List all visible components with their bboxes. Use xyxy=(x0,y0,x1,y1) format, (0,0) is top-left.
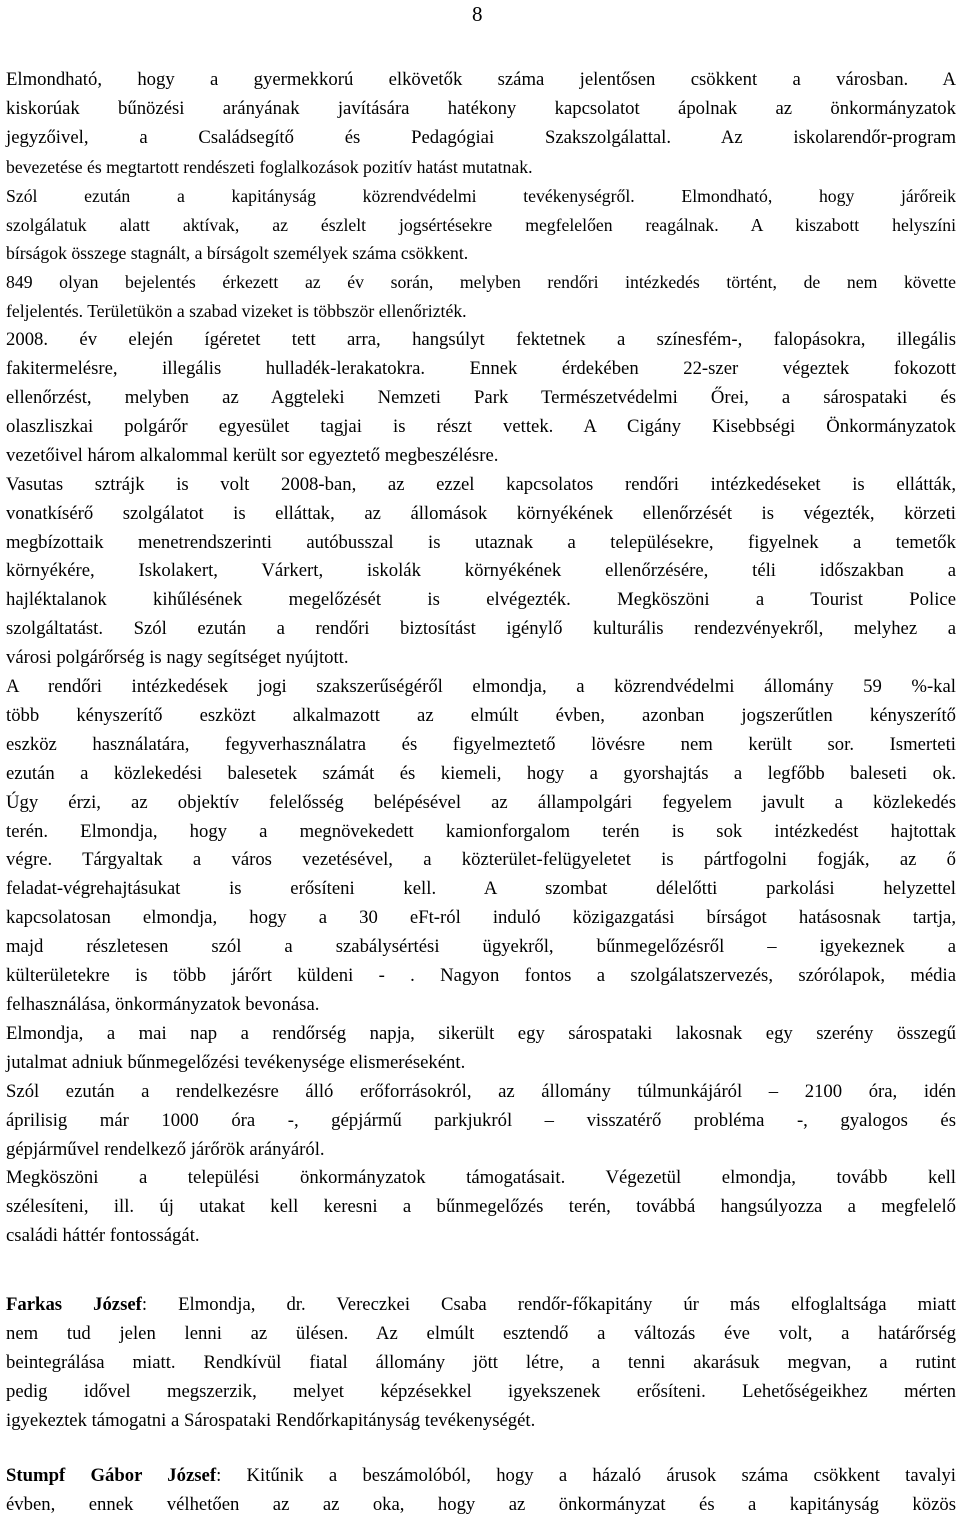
paragraph-line: feladat-végrehajtásukat is erősíteni kell. A szombat délelőtti parkolási helyzettel xyxy=(6,878,956,900)
page-number: 8 xyxy=(472,2,483,26)
paragraph-line: 2008. év elején ígéretet tett arra, hangsúlyt fektetnek a színesfém-, falopásokra, illegális xyxy=(6,329,956,351)
paragraph-line: kapcsolatosan elmondja, hogy a 30 eFt-ról induló közigazgatási bírságot hatásosnak tartja, xyxy=(6,907,956,929)
paragraph-line: olaszliszkai polgárőr egyesület tagjai is részt vettek. A Cigány Kisebbségi Önkormányzatok xyxy=(6,415,956,437)
paragraph-line: városi polgárőrség is nagy segítséget nyújtott. xyxy=(6,647,349,669)
paragraph-line: áprilisig már 1000 óra -, gépjármű parkjukról – visszatérő probléma -, gyalogos és xyxy=(6,1109,956,1131)
paragraph-line: Vasutas sztrájk is volt 2008-ban, az ezzel kapcsolatos rendőri intézkedéseket is ellátták, xyxy=(6,473,956,495)
paragraph-line: A rendőri intézkedések jogi szakszerűségéről elmondja, a közrendvédelmi állomány 59 %-kal xyxy=(6,676,956,698)
paragraph-line: terén. Elmondja, hogy a megnövekedett kamionforgalom terén is sok intézkedést hajtottak xyxy=(6,820,956,842)
paragraph-line: Elmondja, a mai nap a rendőrség napja, sikerült egy sárospataki lakosnak egy szerény összegű xyxy=(6,1022,956,1044)
paragraph-line: nem tud jelen lenni az ülésen. Az elmúlt esztendő a változás éve volt, a határőrség xyxy=(6,1322,956,1344)
paragraph-line: környékére, Iskolakert, Várkert, iskolák környékének ellenőrzésére, téli időszakban a xyxy=(6,560,956,582)
paragraph-line: fakitermelésre, illegális hulladék-lerakatokra. Ennek érdekében 22-szer végeztek fokozott xyxy=(6,358,956,380)
paragraph-line: szolgáltatást. Szól ezután a rendőri biztosítást igénylő kulturális rendezvényekről, melyhez a xyxy=(6,618,956,640)
paragraph-line: ezután a közlekedési balesetek számát és kiemeli, hogy a gyorshajtás a legfőbb baleseti ok. xyxy=(6,762,956,784)
paragraph-line: vonatkísérő szolgálatot is elláttak, az állomások környékének ellenőrzését is végezték, körzeti xyxy=(6,502,956,524)
paragraph-line: családi háttér fontosságát. xyxy=(6,1225,200,1247)
paragraph-line: hajléktalanok kihűlésének megelőzését is elvégezték. Megköszöni a Tourist Police xyxy=(6,589,956,611)
paragraph-line: feljelentés. Területükön a szabad vizeket is többször ellenőrizték. xyxy=(6,301,467,322)
report-body-paragraphs xyxy=(6,66,956,1251)
paragraph-line: megbízottaik menetrendszerinti autóbusszal is utaznak a településekre, figyelnek a temetők xyxy=(6,531,956,553)
paragraph-line: bírságok összege stagnált, a bírságolt személyek száma csökkent. xyxy=(6,243,469,264)
paragraph-line: Elmondható, hogy a gyermekkorú elkövetők száma jelentősen csökkent a városban. A xyxy=(6,69,956,90)
paragraph-line: beintegrálása miatt. Rendkívül fiatal állomány jött létre, a tenni akarásuk megvan, a rutint xyxy=(6,1351,956,1373)
paragraph-line: kiskorúak bűnözési arányának javítására hatékony kapcsolatot ápolnak az önkormányzatok xyxy=(6,97,956,119)
paragraph-line: Úgy érzi, az objektív felelősség belépésével az állampolgári fegyelem javult a közlekedés xyxy=(6,791,956,813)
speaker-name: Farkas József xyxy=(6,1294,142,1315)
speaker-statement-start: : Elmondja, dr. Vereczkei Csaba rendőr-főkapitány úr más elfoglaltsága miatt xyxy=(141,1294,956,1315)
paragraph-line: szélesíteni, ill. új utakat kell keresni a bűnmegelőzés terén, továbbá hangsúlyozza a megfelelő xyxy=(6,1196,956,1218)
paragraph-line: Szól ezután a rendelkezésre álló erőforrásokról, az állomány túlmunkájáról – 2100 óra, idén xyxy=(6,1080,956,1102)
paragraph-line: végre. Tárgyaltak a város vezetésével, a közterület-felügyeletet is pártfogolni fogják, az ő xyxy=(6,849,956,871)
paragraph-line: évben, ennek vélhetően az az oka, hogy az önkormányzat és a kapitányság közös xyxy=(6,1493,956,1515)
paragraph-line: külterületekre is több járőrt küldeni - . Nagyon fontos a szolgálatszervezés, szórólapok, média xyxy=(6,965,956,987)
paragraph-line: jutalmat adniuk bűnmegelőzési tevékenysége elismeréseként. xyxy=(6,1051,466,1073)
paragraph-line: jegyzőivel, a Családsegítő és Pedagógiai Szakszolgálattal. Az iskolarendőr-program xyxy=(6,126,956,148)
paragraph-line: több kényszerítő eszközt alkalmazott az elmúlt évben, azonban jogszerűtlen kényszerítő xyxy=(6,704,956,726)
paragraph-line: majd részletesen szól a szabálysértési ügyekről, bűnmegelőzésről – igyekeznek a xyxy=(6,936,956,958)
paragraph-line xyxy=(6,1462,956,1491)
paragraph-line: gépjárművel rendelkező járőrök arányáról. xyxy=(6,1138,325,1160)
speaker-farkas-paragraph xyxy=(6,1291,956,1436)
paragraph-line: 849 olyan bejelentés érkezett az év során, melyben rendőri intézkedés történt, de nem követte xyxy=(6,272,956,293)
paragraph-line: szolgálatuk alatt aktívak, az észlelt jogsértésekre megfelelően reagálnak. A kiszabott helyszíni xyxy=(6,214,956,235)
paragraph-line: Szól ezután a kapitányság közrendvédelmi tevékenységről. Elmondható, hogy járőreik xyxy=(6,185,956,206)
paragraph-line: igyekeztek támogatni a Sárospataki Rendőrkapitányság tevékenységét. xyxy=(6,1409,536,1431)
speaker-name: Stumpf Gábor József xyxy=(6,1465,217,1486)
paragraph-line xyxy=(6,1291,956,1320)
paragraph-line: Megköszöni a települési önkormányzatok támogatásait. Végezetül elmondja, tovább kell xyxy=(6,1167,956,1189)
speaker-stumpf-paragraph xyxy=(6,1462,956,1520)
paragraph-line: felhasználása, önkormányzatok bevonása. xyxy=(6,994,320,1015)
speaker-statement-start: : Kitűnik a beszámolóból, hogy a házaló árusok száma csökkent tavalyi xyxy=(216,1465,957,1486)
paragraph-line: pedig idővel megszerzik, melyet képzésekkel igyekszenek erősíteni. Lehetőségeikhez mérten xyxy=(6,1380,956,1402)
paragraph-line: eszköz használatára, fegyverhasználatra és figyelmeztető lövésre nem került sor. Ismerteti xyxy=(6,733,956,755)
paragraph-line: vezetőivel három alkalommal került sor egyeztető megbeszélésre. xyxy=(6,444,499,466)
paragraph-line: bevezetése és megtartott rendészeti foglalkozások pozitív hatást mutatnak. xyxy=(6,156,533,177)
paragraph-line: ellenőrzést, melyben az Aggteleki Nemzeti Park Természetvédelmi Őrei, a sárospataki és xyxy=(6,386,956,408)
